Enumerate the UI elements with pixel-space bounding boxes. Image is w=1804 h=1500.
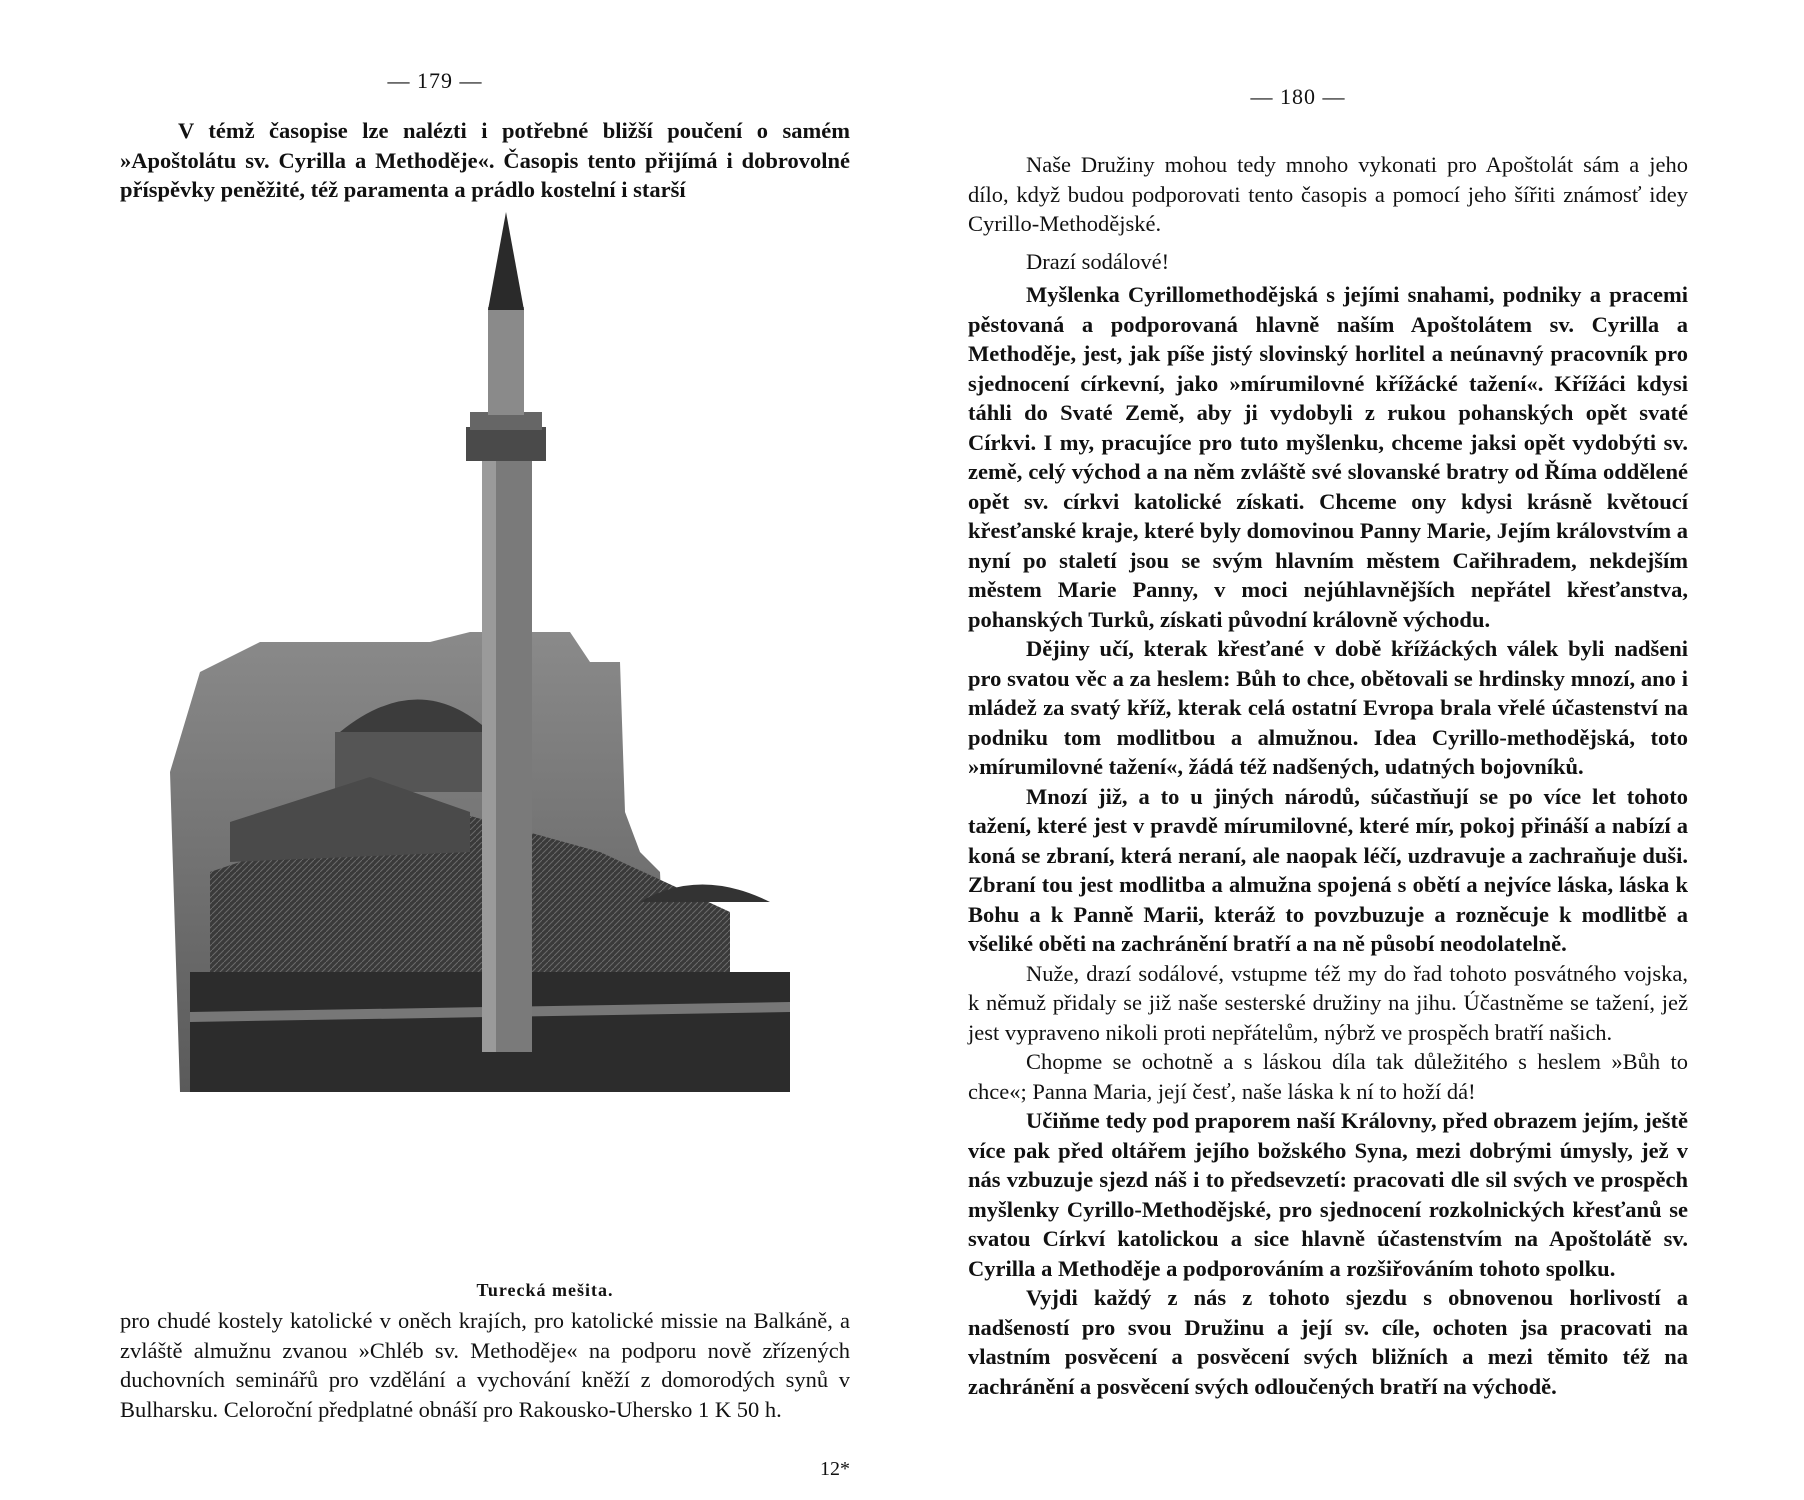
paragraph-9: Vyjdi každý z nás z tohoto sjezdu s obnovenou horlivostí a nadšeností pro svou Družinu a její sv. cíle, ochoten jsa pracovati na vlastním posvěcení a posvěcení svých bližních a mezi těmito též na zachránění a posvěcení svých odloučených bratří na východě. <box>968 1285 1688 1399</box>
figure-caption: Turecká mešita. <box>476 1280 614 1300</box>
paragraph-8: Učiňme tedy pod praporem naší Královny, před obrazem jejím, ještě více pak před oltářem jejího božského Syna, mezi dobrými úmysly, jež v nás vzbuzuje sjezd náš i to předsevzetí: pracovati dle sil svých ve prospěch myšlenky Cyrillo-Methodějské, pro sjednocení rozkolnických křesťanů se svatou Církví katolickou a sice hlavně účastenstvím na Apoštolátě sv. Cyrilla a Methoděje a podporováním a rozšiřováním tohoto spolku. <box>968 1108 1688 1281</box>
left-bottom-paragraph <box>120 1306 850 1424</box>
paragraph-6: Nuže, drazí sodálové, vstupme též my do řad tohoto posvátného vojska, k němuž přidaly se již naše sesterské družiny na jihu. Účastněme se tažení, jež jest vypraveno nikoli proti nepřátelům, nýbrž ve prospěch bratří našich. <box>968 960 1688 1045</box>
paragraph-1: Naše Družiny mohou tedy mnoho vykonati pro Apoštolát sám a jeho dílo, když budou podporovati tento časopis a pomocí jeho šířiti známosť idey Cyrillo-Methodějské. <box>968 152 1688 236</box>
mosque-image <box>170 212 960 1102</box>
paragraph-7: Chopme se ochotně a s láskou díla tak důležitého s heslem »Bůh to chce«; Panna Maria, její česť, naše láska k ní to hoží dá! <box>968 1049 1688 1104</box>
signature-mark: 12* <box>820 1458 850 1480</box>
page-number-right: — 180 — <box>1250 84 1346 109</box>
paragraph-4: Dějiny učí, kterak křesťané v době křížáckých válek byli nadšeni pro svatou věc a za heslem: Bůh to chce, obětovali se hrdinsky mnozí, ano i mládež za svatý kříž, kterak celá ostatní Evropa brala vřelé účastenství na podniku tom modlitbou a almužnou. Idea Cyrillo-methodějská, toto »mírumilovné tažení«, žádá též nadšených, udatných bojovníků. <box>968 636 1688 779</box>
page-number-left: — 179 — <box>387 68 483 93</box>
right-text-block <box>968 150 1688 1401</box>
paragraph-2: Drazí sodálové! <box>1026 248 1170 274</box>
left-top-text: V témž časopise lze nalézti i potřebné bližší poučení o samém »Apoštolátu sv. Cyrilla a Methoděje«. Časopis tento přijímá i dobrovolné příspěvky peněžité, též paramenta a prádlo kostelní i starší <box>120 118 850 202</box>
left-bottom-text: pro chudé kostely katolické v oněch krajích, pro katolické missie na Balkáně, a zvláště almužnu zvanou »Chléb sv. Methoděje« na podporu nově zřízených duchovních seminářů pro vzdělání a vychování kněží z domorodých synů v Bulharsku. Celoroční předplatné obnáší pro Rakousko-Uhersko 1 K 50 h. <box>120 1308 850 1422</box>
left-top-paragraph <box>120 116 850 205</box>
paragraph-3: Myšlenka Cyrillomethodějská s jejími snahami, podniky a pracemi pěstovaná a podporovaná hlavně naším Apoštolátem sv. Cyrilla a Methoděje, jest, jak píše jistý slovinský horlitel a neúnavný pracovník pro sjednocení církevní, jako »mírumilovné křížácké tažení«. Křížáci kdysi táhli do Svaté Země, aby ji vydobyli z rukou pohanských opět svaté Církvi. I my, pracujíce pro tuto myšlenku, chceme jaksi opět vydobýti sv. země, celý východ a na něm zvláště své slovanské bratry od Říma oddělené opět sv. církvi katolické získati. Chceme ony kdysi krásně květoucí křesťanské kraje, které byly domovinou Panny Marie, Jejím královstvím a nyní po staletí jsou se svým hlavním městem Cařihradem, nekdejším městem Marie Panny, v moci nejúhlavnějších nepřátel křesťanstva, pohanských Turků, získati původní královně východu. <box>968 282 1688 632</box>
paragraph-5: Mnozí již, a to u jiných národů, súčastňují se po více let tohoto tažení, které jest v pravdě mírumilovné, které mír, pokoj přináší a nabízí a koná se zbraní, která neraní, ale naopak léčí, uzdravuje a zachraňuje duši. Zbraní tou jest modlitba a almužna spojená s obětí a nejvíce láska, láska k Bohu a k Panně Marii, kteráž to povzbuzuje a rozněcuje k modlitbě a všeliké oběti na zachránění bratří a na ně působí neodolatelně. <box>968 783 1688 956</box>
mosque-illustration <box>170 212 960 1262</box>
